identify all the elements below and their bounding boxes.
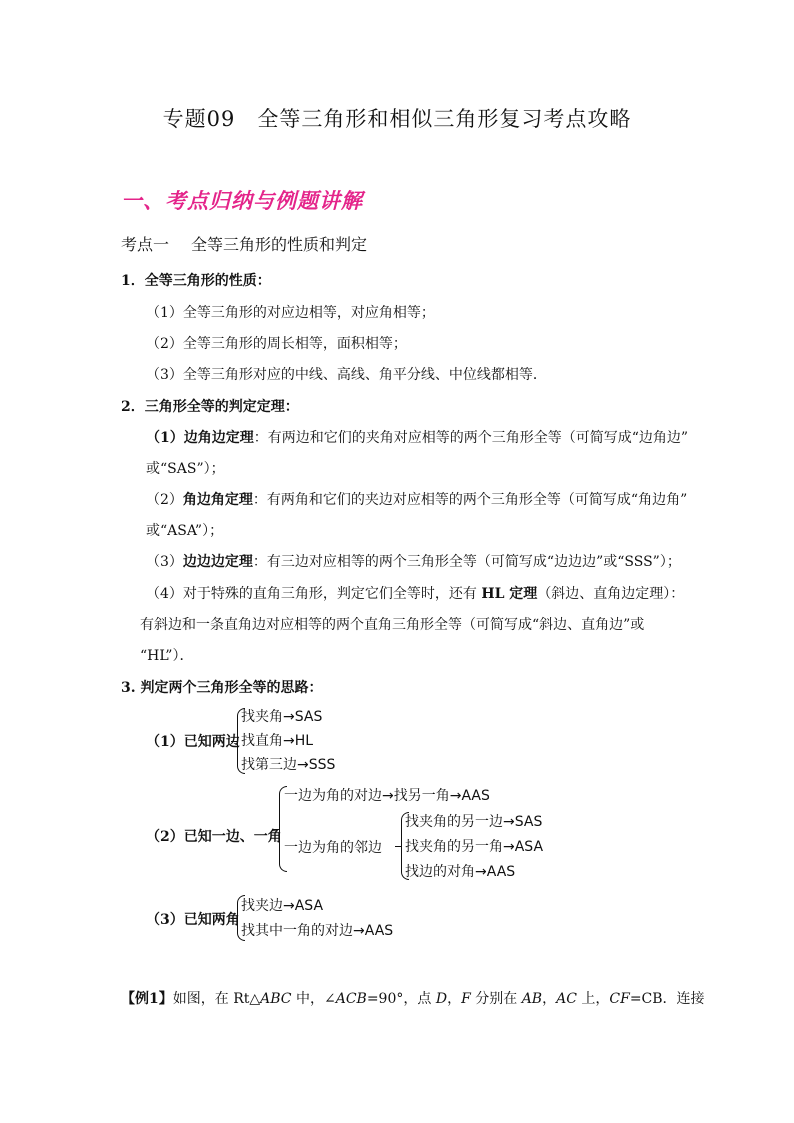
two-angles-item-1: 找夹边→ASA (241, 898, 324, 914)
adjacent-item-3: 找边的对角→AAS (405, 864, 516, 880)
two-sides-item-2: 找直角→HL (241, 733, 314, 749)
example-acb: ACB (335, 991, 367, 1007)
page-title: 专题09 全等三角形和相似三角形复习考点攻略 (162, 107, 632, 131)
hl-line1a: （4）对于特殊的直角三角形，判定它们全等时，还有 (146, 586, 482, 602)
example-f: F (461, 991, 471, 1007)
kaodian-text: 全等三角形的性质和判定 (191, 235, 368, 254)
example-ac: AC (556, 991, 577, 1007)
example-text: 中，∠ (291, 991, 336, 1007)
theorem-sas (146, 427, 688, 447)
hl-line1c: （斜边、直角边定理）： (537, 586, 685, 602)
example-text: =CB．连接 (629, 991, 705, 1007)
example-abc: ABC (260, 991, 292, 1007)
section-heading: 一、考点归纳与例题讲解 (121, 189, 363, 213)
asa-num: （2） (146, 492, 183, 508)
asa-name: 角边角定理 (182, 492, 253, 508)
theorem-sas-cont: 或“SAS”）； (146, 461, 225, 477)
approach-heading: 3. 判定两个三角形全等的思路： (121, 680, 323, 696)
two-angles-label: （3）已知两角 (146, 912, 240, 928)
kaodian-heading (121, 232, 367, 255)
adjacent-item-2: 找夹角的另一角→ASA (405, 839, 544, 855)
example-text: 上， (576, 991, 610, 1007)
sss-text: ：有三边对应相等的两个三角形全等（可简写成“边边边”或“SSS”）； (252, 554, 681, 570)
example-d: D (435, 991, 448, 1007)
side-angle-label: （2）已知一边、一角 (146, 829, 282, 845)
props-heading: 1．全等三角形的性质： (121, 273, 271, 289)
example-text: ， (447, 991, 462, 1007)
example-ab: AB (521, 991, 543, 1007)
props-item-2: （2）全等三角形的周长相等，面积相等； (146, 336, 407, 352)
two-angles-item-2: 找其中一角的对边→AAS (241, 923, 394, 939)
two-sides-item-1: 找夹角→SAS (241, 709, 323, 725)
example-text: 如图，在 Rt△ (172, 991, 261, 1007)
sas-text: ：有两边和它们的夹角对应相等的两个三角形全等（可简写成“边角边” (253, 430, 689, 446)
hl-name: HL 定理 (481, 586, 538, 602)
theorem-asa (146, 489, 687, 509)
adjacent-item-1: 找夹角的另一边→SAS (405, 814, 543, 830)
example-text: 分别在 (470, 991, 522, 1007)
sss-num: （3） (146, 554, 183, 570)
side-angle-adjacent: 一边为角的邻边 (284, 840, 382, 856)
two-sides-label: （1）已知两边 (146, 734, 240, 750)
asa-text: ：有两角和它们的夹边对应相等的两个三角形全等（可简写成“角边角” (252, 492, 688, 508)
example-1 (121, 988, 705, 1008)
props-item-3: （3）全等三角形对应的中线、高线、角平分线、中位线都相等． (146, 367, 547, 383)
sas-name: 边角边定理 (183, 430, 254, 446)
example-cf: CF (609, 991, 630, 1007)
example-text: ， (542, 991, 557, 1007)
example-tag: 【例1】 (121, 991, 173, 1007)
theorem-sss (146, 551, 681, 571)
theorem-hl (146, 583, 684, 603)
theorem-hl-line3: “HL”）． (140, 648, 194, 664)
theorem-asa-cont: 或“ASA”）； (146, 523, 224, 539)
sss-name: 边边边定理 (182, 554, 253, 570)
theorems-heading: 2．三角形全等的判定定理： (121, 399, 299, 415)
side-angle-opposite: 一边为角的对边→找另一角→AAS (284, 788, 490, 804)
example-text: =90°，点 (366, 991, 436, 1007)
kaodian-label: 考点一 (121, 235, 170, 254)
props-item-1: （1）全等三角形的对应边相等，对应角相等； (146, 305, 435, 321)
theorem-hl-line2: 有斜边和一条直角边对应相等的两个直角三角形全等（可简写成“斜边、直角边”或 (140, 617, 645, 633)
sas-num: （1） (146, 430, 184, 446)
two-sides-item-3: 找第三边→SSS (241, 757, 336, 773)
